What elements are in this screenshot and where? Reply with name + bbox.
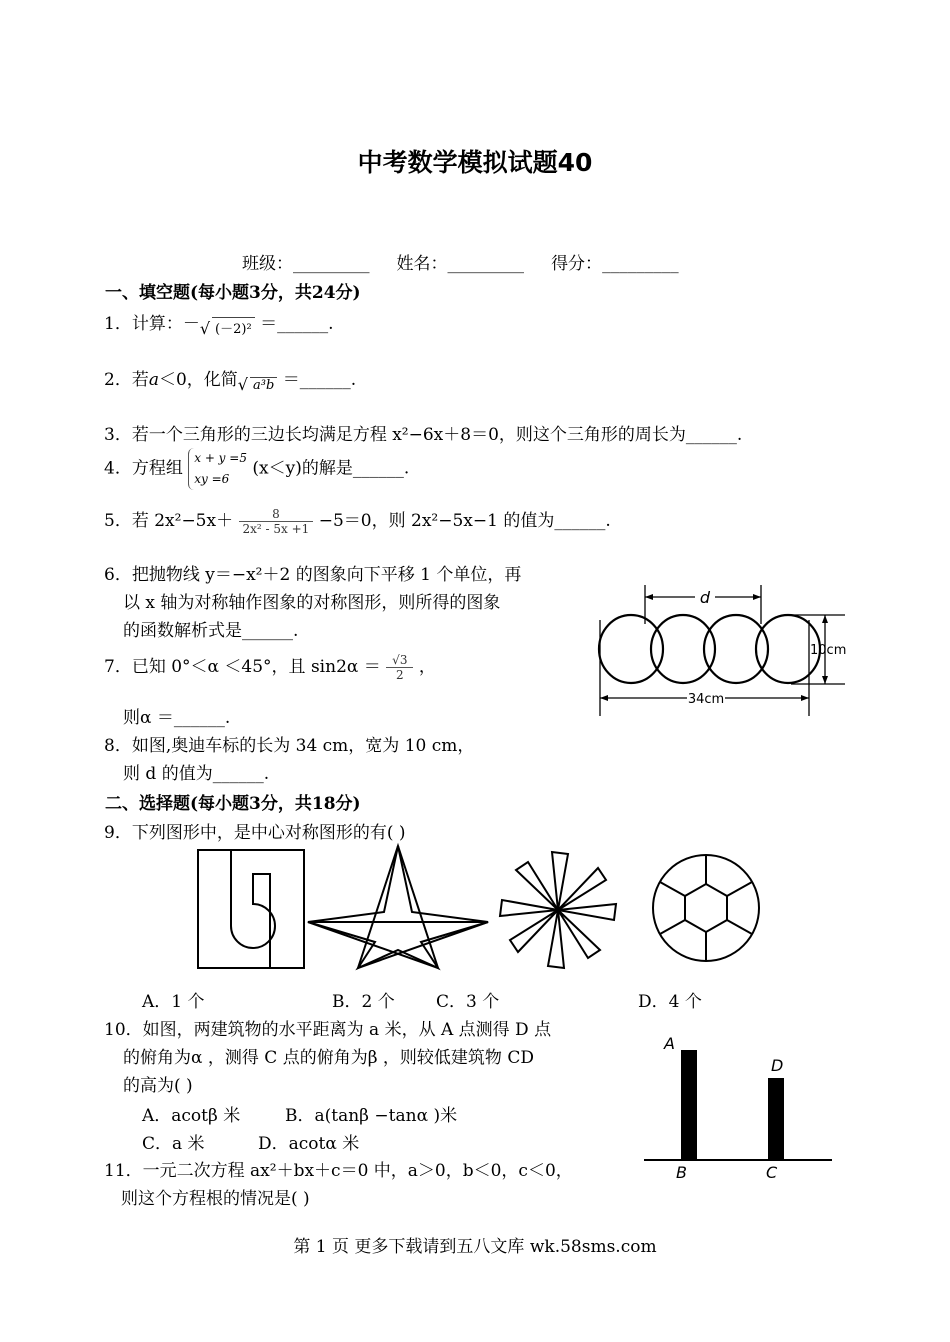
name-label: 姓名： <box>396 254 448 274</box>
page-footer: 第 1 页 更多下载请到五八文库 wk.58sms.com <box>293 1237 657 1257</box>
student-info <box>242 249 679 274</box>
square-loop-figure <box>198 850 304 968</box>
soccer-ball-figure <box>653 855 759 961</box>
building-ab <box>681 1050 697 1160</box>
q9-option-b: B．2 个 <box>332 992 395 1012</box>
label-a: A <box>664 1034 675 1053</box>
q9-option-d: D．4 个 <box>638 992 702 1012</box>
q10-option-b: B．a(tanβ −tanα )米 <box>285 1106 458 1126</box>
question-2: 2．若a＜0，化简√ a³b ＝______. <box>104 370 357 394</box>
question-1: 1．计算：－√ (－2)² ＝______. <box>104 314 334 338</box>
question-4: 4．方程组 x + y =5 xy =6 (x＜y)的解是______. <box>104 448 409 490</box>
pinwheel-figure <box>500 852 616 968</box>
q9-option-a: A．1 个 <box>142 992 205 1012</box>
buildings-figure <box>640 1030 840 1185</box>
height-label: 10cm <box>810 643 847 658</box>
ring-1 <box>599 615 663 683</box>
question-6: 6．把抛物线 y＝−x²＋2 的图象向下平移 1 个单位，再 以 x 轴为对称轴作图象的对称图形，则所得的图象 的函数解析式是______. <box>104 565 522 641</box>
question-8: 8．如图,奥迪车标的长为 34 cm，宽为 10 cm， 则 d 的值为______. <box>104 736 475 784</box>
score-blank: _________ <box>602 254 679 274</box>
ring-3 <box>704 615 768 683</box>
building-cd <box>768 1078 784 1160</box>
section1-heading: 一、填空题(每小题3分，共24分) <box>105 283 361 303</box>
q5-fraction: $\frac{8}{\text{2x² - 5x +1}}$ <box>239 507 314 536</box>
class-label: 班级： <box>242 254 293 274</box>
class-blank: _________ <box>293 254 370 274</box>
question-7: 7．已知 0°＜α ＜45°，且 sin2α ＝ $\frac{√3}{2}$ ， <box>104 653 436 682</box>
label-d: D <box>771 1056 784 1075</box>
score-label: 得分： <box>551 254 603 274</box>
q10-option-d: D．acotα 米 <box>258 1134 360 1154</box>
name-blank: _________ <box>447 254 525 274</box>
label-c: C <box>766 1163 778 1182</box>
question-5: 5．若 2x²−5x＋ $\frac{8}{\text{2x² - 5x +1}}$ −5＝0，则 2x²−5x−1 的值为______. <box>104 507 611 536</box>
q9-option-c: C．3 个 <box>436 992 500 1012</box>
q10-option-c: C．a 米 <box>142 1134 205 1154</box>
question-7-answer: 则α ＝______. <box>123 708 231 728</box>
q9-figures <box>190 842 770 977</box>
label-b: B <box>676 1163 687 1182</box>
q2-radicand: a³b <box>250 377 277 393</box>
star-figure <box>308 846 488 968</box>
q10-option-a: A．acotβ 米 <box>142 1106 241 1126</box>
question-10: 10．如图，两建筑物的水平距离为 a 米，从 A 点测得 D 点 的俯角为α ，测得 C 点的俯角为β ，则较低建筑物 CD 的高为( ) <box>104 1020 552 1096</box>
ring-2 <box>651 615 715 683</box>
q1-radicand: (－2)² <box>212 317 255 337</box>
equation-system: x + y =5 xy =6 <box>188 448 247 490</box>
section2-heading: 二、选择题(每小题3分，共18分) <box>105 794 361 814</box>
d-label: d <box>699 588 711 607</box>
page-title: 中考数学模拟试题40 <box>357 148 593 177</box>
question-9: 9．下列图形中，是中心对称图形的有( ) <box>104 823 406 843</box>
question-11: 11．一元二次方程 ax²＋bx＋c＝0 中，a＞0，b＜0，c＜0， 则这个方程根的情况是( ) <box>104 1161 573 1209</box>
question-3: 3．若一个三角形的三边长均满足方程 x²−6x＋8＝0，则这个三角形的周长为______. <box>104 425 743 445</box>
audi-logo-figure <box>595 580 855 720</box>
length-label: 34cm <box>687 692 725 707</box>
q7-fraction: $\frac{√3}{2}$ <box>386 653 413 682</box>
